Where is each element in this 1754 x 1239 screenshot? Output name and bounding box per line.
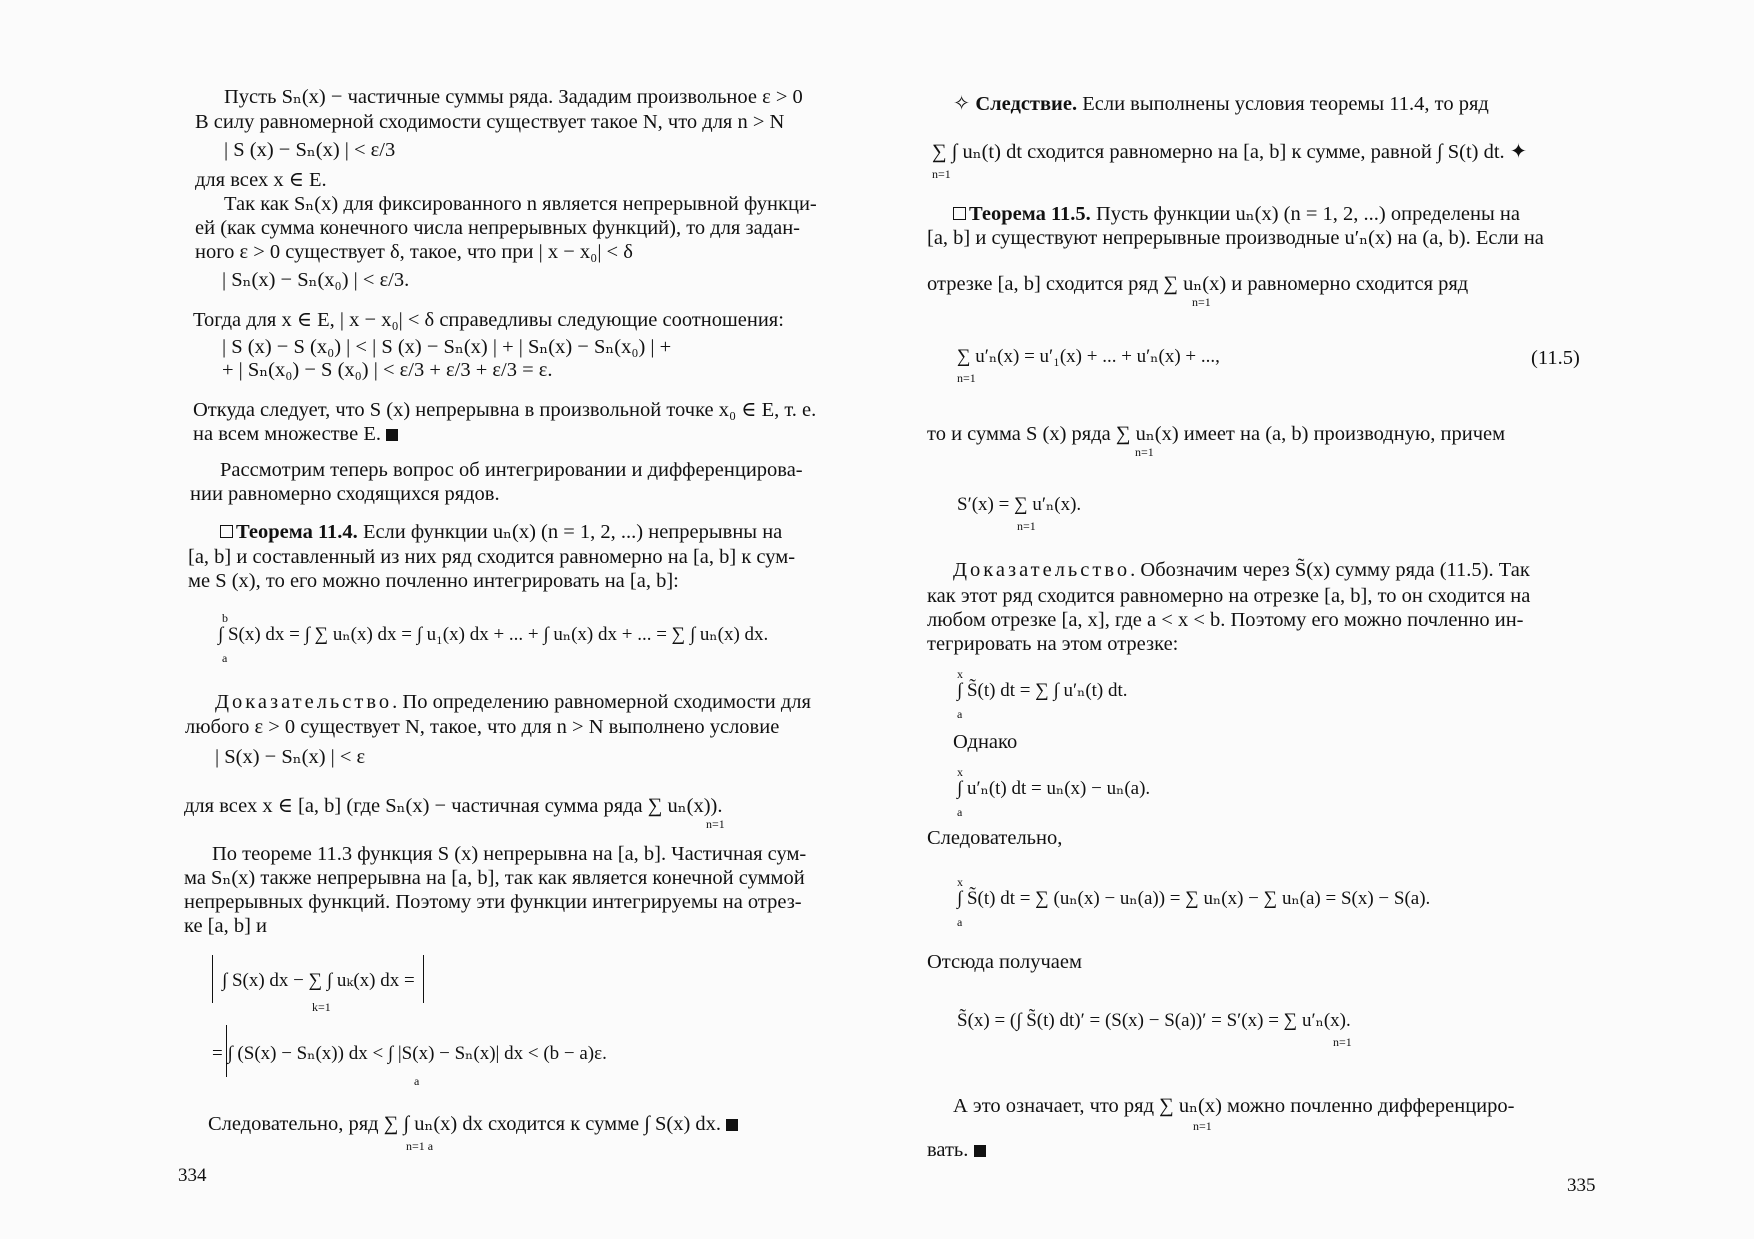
- formula-integral-series: ∫ S(x) dx = ∫ ∑ uₙ(x) dx = ∫ u₁(x) dx + ... + ∫ uₙ(x) dx + ... = ∑ ∫ uₙ(x) dx.: [218, 624, 769, 645]
- qed-square-icon: [974, 1145, 986, 1157]
- limit-lower: a: [222, 651, 228, 665]
- formula: ∫ S(x) dx − ∑ ∫ uₖ(x) dx =: [222, 970, 415, 991]
- limit-lower: a: [957, 915, 963, 929]
- text-line: любого ε > 0 существует N, такое, что для n > N выполнено условие: [185, 716, 780, 738]
- star-icon: ✦: [1509, 141, 1527, 163]
- page-number: 335: [1567, 1175, 1596, 1196]
- formula: + | Sₙ(x₀) − S (x₀) | < ε/3 + ε/3 + ε/3 = ε.: [222, 359, 553, 381]
- proof-label: Доказательство: [953, 559, 1131, 581]
- text-line: для всех x ∈ [a, b] (где Sₙ(x) − частичная сумма ряда ∑ uₙ(x)).: [184, 795, 723, 817]
- text-line: ме S (x), то его можно почленно интегрировать на [a, b]:: [188, 570, 679, 592]
- text-line: ного ε > 0 существует δ, такое, что при | x − x₀| < δ: [195, 241, 633, 263]
- formula: | S (x) − Sₙ(x) | < ε/3: [224, 139, 396, 161]
- formula: ∫ S̃(t) dt = ∑ (uₙ(x) − uₙ(a)) = ∑ uₙ(x) − ∑ uₙ(a) = S(x) − S(a).: [957, 888, 1431, 909]
- proof-line: [953, 558, 1530, 582]
- formula: | S(x) − Sₙ(x) | < ε: [215, 746, 366, 768]
- formula: | Sₙ(x) − Sₙ(x₀) | < ε/3.: [222, 269, 410, 291]
- qed-square-icon: [386, 429, 398, 441]
- text-line: Откуда следует, что S (x) непрерывна в произвольной точке x₀ ∈ E, т. е.: [193, 399, 817, 421]
- text-span: Пусть функции uₙ(x) (n = 1, 2, ...) определены на: [1090, 203, 1520, 225]
- formula: = ∫ (S(x) − Sₙ(x)) dx < ∫ |S(x) − Sₙ(x)| dx < (b − a)ε.: [212, 1043, 607, 1064]
- text-line: [a, b] и существуют непрерывные производные u′ₙ(x) на (a, b). Если на: [927, 227, 1544, 249]
- right-page: [877, 0, 1754, 1239]
- theorem-box-icon: [220, 525, 233, 538]
- limit-lower: a: [957, 707, 963, 721]
- formula-line: [932, 140, 1527, 164]
- limit-lower: n=1: [957, 371, 976, 385]
- formula: | S (x) − S (x₀) | < | S (x) − Sₙ(x) | + | Sₙ(x) − Sₙ(x₀) | +: [222, 336, 672, 358]
- text-line: [208, 1112, 738, 1136]
- text-span: Следовательно, ряд ∑ ∫ uₙ(x) dx сходится к сумме ∫ S(x) dx.: [208, 1113, 722, 1135]
- diamond-icon: ✧: [953, 93, 976, 115]
- abs-bar: [423, 955, 424, 1003]
- text-line: ке [a, b] и: [184, 915, 268, 937]
- text-line: тегрировать на этом отрезке:: [927, 633, 1179, 655]
- limit-lower: n=1: [1017, 519, 1036, 533]
- corollary-line: [953, 92, 1489, 116]
- text-line: для всех x ∈ E.: [195, 169, 327, 191]
- text-span: ∑ ∫ uₙ(t) dt сходится равномерно на [a, b] к сумме, равной ∫ S(t) dt.: [932, 141, 1505, 163]
- qed-square-icon: [726, 1119, 738, 1131]
- limit-upper: x: [957, 765, 963, 779]
- limit-lower: n=1: [706, 817, 725, 831]
- text-line: непрерывных функций. Поэтому эти функции интегрируемы на отрез-: [184, 891, 802, 913]
- text-span: . Обозначим через S̃(x) сумму ряда (11.5). Так: [1130, 559, 1530, 581]
- text-span: Если функции uₙ(x) (n = 1, 2, ...) непрерывны на: [357, 521, 783, 543]
- text-line: Рассмотрим теперь вопрос об интегрировании и дифференцирова-: [220, 459, 803, 481]
- limit-lower: a: [957, 805, 963, 819]
- text-line: Следовательно,: [927, 827, 1063, 849]
- text-span: на всем множестве E.: [193, 423, 381, 445]
- text-line: В силу равномерной сходимости существует такое N, что для n > N: [195, 111, 785, 133]
- limit-upper: x: [957, 667, 963, 681]
- text-span: вать.: [927, 1139, 969, 1161]
- text-line: Тогда для x ∈ E, | x − x₀| < δ справедливы следующие соотношения:: [193, 309, 784, 331]
- limit-lower: n=1: [1192, 295, 1211, 309]
- text-span: Если выполнены условия теоремы 11.4, то ряд: [1077, 93, 1489, 115]
- text-line: Так как Sₙ(x) для фиксированного n является непрерывной функци-: [224, 193, 817, 215]
- limit-lower: k=1: [312, 1000, 331, 1014]
- text-line: Однако: [953, 731, 1018, 753]
- text-line: ей (как сумма конечного числа непрерывных функций), то для задан-: [195, 217, 801, 239]
- text-line: [927, 1138, 986, 1162]
- limit-lower: n=1: [932, 167, 951, 181]
- text-line: А это означает, что ряд ∑ uₙ(x) можно почленно дифференциро-: [953, 1095, 1515, 1117]
- limit-upper: x: [957, 875, 963, 889]
- theorem-box-icon: [953, 207, 966, 220]
- text-span: . По определению равномерной сходимости для: [392, 691, 811, 713]
- text-line: [a, b] и составленный из них ряд сходится равномерно на [a, b] к сум-: [188, 546, 796, 568]
- formula: ∫ S̃(t) dt = ∑ ∫ u′ₙ(t) dt.: [957, 680, 1128, 701]
- text-line: любом отрезке [a, x], где a < x < b. Поэтому его можно почленно ин-: [927, 609, 1524, 631]
- page-number: 334: [178, 1165, 207, 1186]
- abs-bar: [212, 955, 213, 1003]
- text-line: ма Sₙ(x) также непрерывна на [a, b], так как является конечной суммой: [184, 867, 805, 889]
- limit-lower: a: [414, 1074, 420, 1088]
- text-line: Отсюда получаем: [927, 951, 1082, 973]
- theorem-line: [220, 520, 782, 544]
- theorem-title: Теорема 11.5.: [969, 203, 1091, 225]
- text-line: нии равномерно сходящихся рядов.: [190, 483, 500, 505]
- formula: S̃(x) = (∫ S̃(t) dt)′ = (S(x) − S(a))′ = S′(x) = ∑ u′ₙ(x).: [957, 1010, 1351, 1031]
- formula-series-derivative: ∑ u′ₙ(x) = u′₁(x) + ... + u′ₙ(x) + ...,: [957, 346, 1220, 367]
- proof-label: Доказательство: [215, 691, 393, 713]
- formula: S′(x) = ∑ u′ₙ(x).: [957, 494, 1082, 515]
- limit-lower: n=1: [1333, 1035, 1352, 1049]
- text-line: [193, 422, 398, 446]
- theorem-line: [953, 202, 1520, 226]
- limit-lower: n=1: [1193, 1119, 1212, 1133]
- text-line: то и сумма S (x) ряда ∑ uₙ(x) имеет на (a, b) производную, причем: [927, 423, 1506, 445]
- equation-number: (11.5): [1531, 347, 1580, 369]
- text-line: отрезке [a, b] сходится ряд ∑ uₙ(x) и равномерно сходится ряд: [927, 273, 1469, 295]
- limit-lower: n=1: [1135, 445, 1154, 459]
- text-line: Пусть Sₙ(x) − частичные суммы ряда. Зададим произвольное ε > 0: [224, 86, 803, 108]
- proof-line: [215, 690, 811, 714]
- limit-lower: n=1 a: [406, 1139, 434, 1153]
- corollary-title: Следствие.: [975, 93, 1078, 115]
- formula: ∫ u′ₙ(t) dt = uₙ(x) − uₙ(a).: [957, 778, 1151, 799]
- text-line: как этот ряд сходится равномерно на отрезке [a, b], то он сходится на: [927, 585, 1531, 607]
- limit-upper: b: [222, 611, 228, 625]
- text-line: По теореме 11.3 функция S (x) непрерывна на [a, b]. Частичная сум-: [212, 843, 807, 865]
- theorem-title: Теорема 11.4.: [236, 521, 358, 543]
